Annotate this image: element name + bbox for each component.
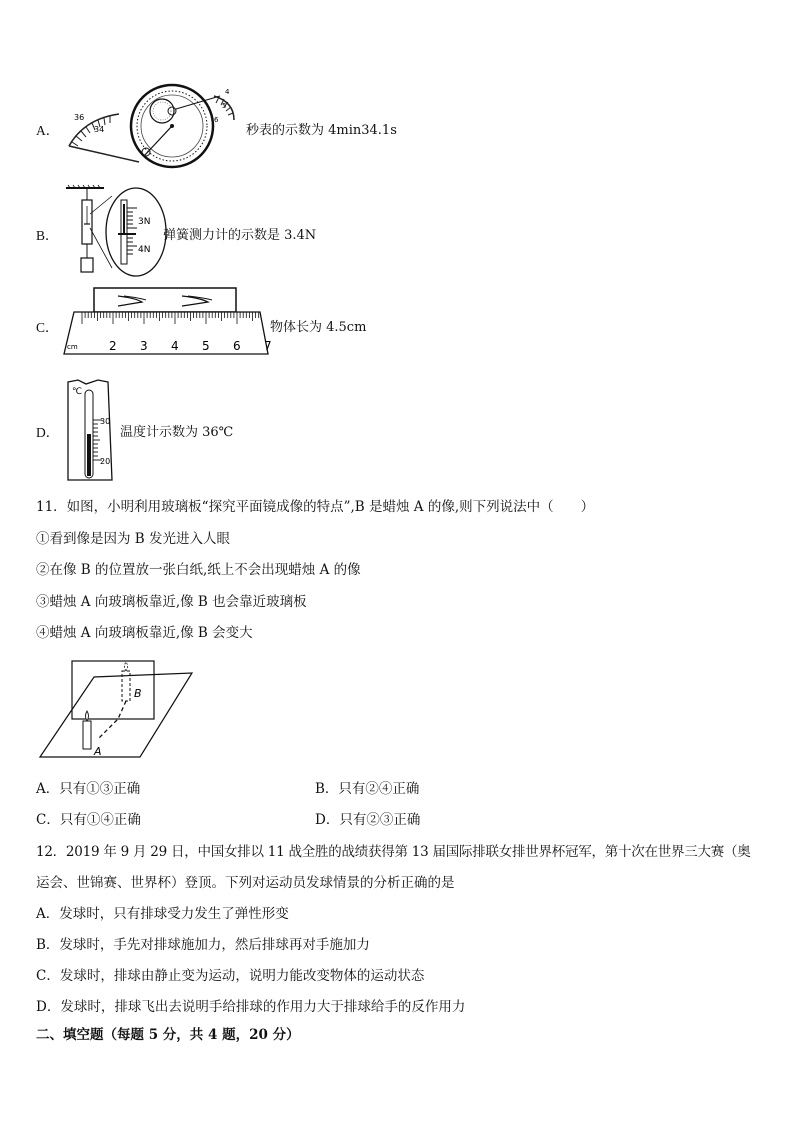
q11-choice-b: B．只有②④正确: [315, 781, 420, 797]
candle-label-a: A: [94, 745, 102, 758]
thermometer-unit-label: ℃: [72, 387, 83, 397]
option-b-caption: 弹簧测力计的示数是 3.4N: [163, 228, 317, 243]
option-d-caption: 温度计示数为 36℃: [120, 425, 234, 440]
option-c-letter: C．: [36, 320, 59, 335]
q11-choice-d: D．只有②③正确: [315, 812, 421, 828]
q11-statement-1: ①看到像是因为 B 发光进入人眼: [36, 531, 231, 547]
ruler-label: 6: [233, 339, 241, 353]
ruler-label: 7: [264, 339, 272, 353]
q11-statement-4: ④蜡烛 A 向玻璃板靠近,像 B 会变大: [36, 625, 253, 641]
stopwatch-label-4: 4: [225, 88, 230, 96]
thermometer-figure: [64, 378, 120, 482]
stopwatch-figure: [64, 84, 244, 174]
q11-statement-3: ③蜡烛 A 向玻璃板靠近,像 B 也会靠近玻璃板: [36, 594, 307, 610]
option-a-caption: 秒表的示数为 4min34.1s: [246, 123, 397, 138]
spring-scale-figure: [64, 184, 174, 279]
q12-choice-b: B．发球时，手先对排球施加力，然后排球再对手施加力: [36, 937, 370, 953]
stopwatch-label-34: 34: [94, 125, 105, 134]
q12-choice-a: A．发球时，只有排球受力发生了弹性形变: [36, 906, 289, 922]
q11-statement-2: ②在像 B 的位置放一张白纸,纸上不会出现蜡烛 A 的像: [36, 562, 361, 578]
q12-stem-line2: 运会、世锦赛、世界杯）登顶。下列对运动员发球情景的分析正确的是: [36, 875, 455, 891]
stopwatch-label-5: 5: [222, 102, 227, 110]
q11-choice-a: A．只有①③正确: [36, 781, 141, 797]
mirror-experiment-figure: [36, 655, 196, 760]
ruler-label: 5: [202, 339, 210, 353]
option-b-letter: B．: [36, 228, 59, 243]
option-d-letter: D．: [36, 425, 60, 440]
ruler-label: 3: [140, 339, 148, 353]
spring-scale-label-4n: 4N: [138, 245, 151, 255]
section-2-title: 二、填空题（每题 5 分，共 4 题，20 分）: [36, 1027, 300, 1043]
q12-stem-line1: 12．2019 年 9 月 29 日，中国女排以 11 战全胜的战绩获得第 13 届国际排联女排世界杯冠军，第十次在世界三大赛（奥: [36, 844, 751, 860]
stopwatch-label-6: 6: [214, 116, 219, 124]
option-c-caption: 物体长为 4.5cm: [270, 320, 367, 335]
ruler-label: 2: [109, 339, 117, 353]
spring-scale-label-3n: 3N: [138, 217, 151, 227]
ruler-figure: [60, 286, 270, 358]
image-label-b: B: [134, 687, 142, 700]
thermometer-label-20: 20: [100, 457, 111, 466]
q11-choice-c: C．只有①④正确: [36, 812, 141, 828]
option-a-letter: A．: [36, 123, 60, 138]
ruler-unit-label: cm: [67, 343, 78, 351]
stopwatch-label-36: 36: [74, 113, 85, 122]
q11-stem: 11．如图，小明利用玻璃板“探究平面镜成像的特点”,B 是蜡烛 A 的像,则下列说法中（ ）: [36, 499, 595, 515]
q12-choice-c: C．发球时，排球由静止变为运动，说明力能改变物体的运动状态: [36, 968, 425, 984]
ruler-label: 4: [171, 339, 179, 353]
q12-choice-d: D．发球时，排球飞出去说明手给排球的作用力大于排球给手的反作用力: [36, 999, 466, 1015]
thermometer-label-30: 30: [100, 417, 111, 426]
